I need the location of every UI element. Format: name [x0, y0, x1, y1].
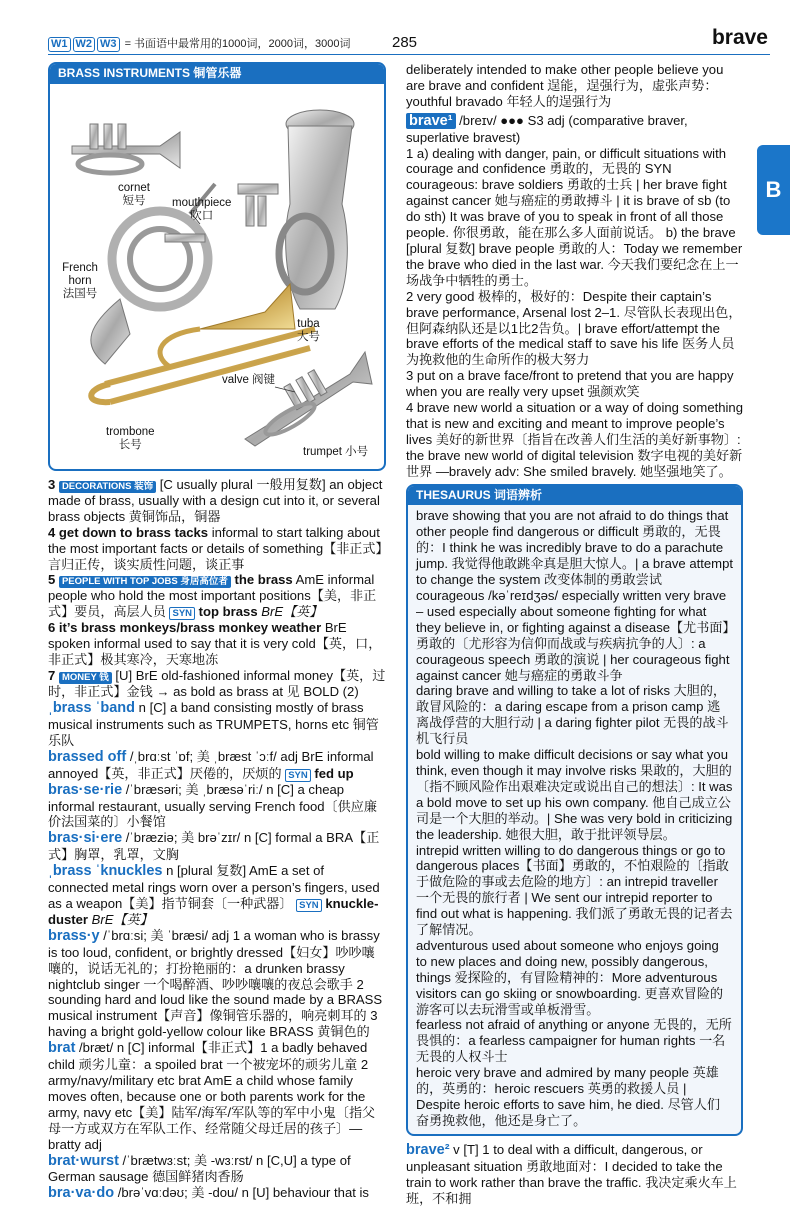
label-trumpet: trumpet 小号	[303, 445, 369, 458]
label-valve: valve 阀键	[222, 373, 276, 386]
w1-badge: W1	[48, 37, 71, 52]
illustration-title: BRASS INSTRUMENTS 铜管乐器	[50, 64, 384, 84]
entry-brassiere: bras·si·ere /ˈbræziə; 美 brəˈzɪr/ n [C] formal a BRA【正式】胸罩，乳罩，文胸	[48, 830, 380, 863]
thesaurus-bold: bold willing to make difficult decisions or say what you think, even though it may involve risks 果敢的，大胆的〔指不顾风险作出艰难决定或说出自己的想法〕: It was a bold move to set up his own company. 他自己成立公司是一个大胆的举动。| She was very bold in criticizing the leadership. 她很大胆，敢于批评领导层。	[416, 747, 733, 842]
headword[interactable]: brassed off	[48, 748, 127, 765]
thesaurus-brave: brave showing that you are not afraid to do things that other people find dangerous or difficult 勇敢的，无畏的：I think he was incredibly brave to do a parachute jump. 我觉得他敢跳伞真是胆大惊人。| a brave attempt to change the system 改变体制的勇敢尝试	[416, 508, 733, 588]
cornet-icon	[72, 124, 180, 173]
thumb-index-tab[interactable]: B	[757, 145, 790, 235]
sense-7: 7 MONEY 钱 [U] BrE old-fashioned informal money【英，过时，非正式】金钱 → as bold as brass at 见 BOLD (2)	[48, 668, 386, 700]
syn-badge: SYN	[296, 899, 322, 912]
trombone-icon	[91, 284, 315, 402]
entry-brave-verb: brave² v [T] 1 to deal with a difficult, dangerous, or unpleasant situation 勇敢地面对：I decided to take the train to work rather than brave the traffic. 我决定乘火车上班，不和拥	[406, 1141, 737, 1206]
guide-word: brave	[711, 26, 768, 49]
entry-brassed-off: brassed off /ˌbrɑːst ˈɒf; 美 ˌbræst ˈɔːf/ adj BrE informal annoyed【英，非正式】厌倦的，厌烦的 SYN fed up	[48, 748, 374, 781]
thesaurus-heroic: heroic very brave and admired by many people 英雄的，英勇的：heroic rescuers 英勇的救援人员 | Despite heroic efforts to save him, he died. 尽管人们奋勇挽救他，他还是身亡了。	[416, 1065, 720, 1128]
w2-badge: W2	[73, 37, 96, 52]
headword[interactable]: bras·si·ere	[48, 830, 123, 847]
left-column	[48, 62, 386, 1202]
headword[interactable]: bras·se·rie	[48, 781, 123, 798]
sense-tag: PEOPLE WITH TOP JOBS 身居高位者	[59, 576, 231, 588]
thesaurus-box	[406, 484, 743, 1136]
headword[interactable]: ˌbrass ˈband	[48, 699, 136, 716]
page-header	[0, 0, 790, 50]
syn-badge: SYN	[285, 769, 311, 782]
syn-badge: SYN	[169, 607, 195, 620]
instrument-illustration	[50, 84, 384, 469]
brave-sense-1: 1 a) dealing with danger, pain, or difficult situations with courage and confidence 勇敢的，无畏的 SYN courageous: brave soldiers 勇敢的士兵 | her brave fight against cancer 她与癌症的勇敢搏斗 | it is brave of sb (to do sth) It was brave of you to speak in front of all those people. 你很勇敢，能在那么多人面前说话。 b) the brave [plural 复数] brave people 勇敢的人：Today we remember the brave who died in the last war. 今天我们要纪念在上一场战争中牺牲的勇士。	[406, 145, 743, 288]
entry-brasserie: bras·se·rie /ˈbræsəri; 美 ˌbræsəˈriː/ n [C] a cheap informal restaurant, usually serving French food〔供应廉价法国菜的〕小餐馆	[48, 781, 377, 830]
headword[interactable]: brat·wurst	[48, 1152, 119, 1169]
page-number: 285	[392, 34, 418, 51]
entry-brass-knuckles: ˌbrass ˈknuckles n [plural 复数] AmE a set of connected metal rings worn over a person’s fingers, used as a weapon【美】指节铜套〔一种武器〕 SYN knuckle-duster BrE【英】	[48, 863, 380, 927]
sense-6: 6 it’s brass monkeys/brass monkey weather BrE spoken informal used to say that it is very cold【英，口，非正式】极其寒冷，天寒地冻	[48, 620, 382, 668]
sense-tag: MONEY 钱	[59, 672, 112, 684]
label-cornet: cornet 短号	[118, 181, 150, 207]
headword[interactable]: brass·y	[48, 927, 100, 944]
frequency-note	[48, 37, 350, 53]
brave-sense-3: 3 put on a brave face/front to pretend that you are happy when you are really very upset 强颜欢笑	[406, 368, 734, 400]
trumpet-icon	[245, 352, 372, 446]
w3-badge: W3	[97, 37, 120, 52]
label-mouthpiece: mouthpiece 吹口	[172, 196, 232, 222]
label-french-horn: French horn 法国号	[62, 261, 98, 300]
entry-bravado: bra·va·do /brəˈvɑːdəʊ; 美 -dou/ n [U] behaviour that is	[48, 1185, 369, 1202]
header-rule	[48, 54, 770, 55]
sense-5: 5 PEOPLE WITH TOP JOBS 身居高位者 the brass AmE informal people who hold the most important positions【美，非正式】要员，高层人员 SYN top brass BrE【英】	[48, 572, 377, 620]
thesaurus-fearless: fearless not afraid of anything or anyone 无畏的，无所畏惧的：a fearless campaigner for human rights 一名无畏的人权斗士	[416, 1017, 732, 1065]
thesaurus-title: THESAURUS 词语辨析	[408, 486, 741, 506]
bravado-continuation: deliberately intended to make other people believe you are brave and confident 逞能，逞强行为，虚张声势：youthful bravado 年轻人的逞强行为	[406, 62, 724, 109]
entry-brassy: brass·y /ˈbrɑːsi; 美 ˈbræsi/ adj 1 a woman who is brassy is too loud, confident, or brightly dressed【妇女】吵吵嚷嚷的，说话无礼的；打扮艳丽的：a drunken brassy nightclub singer 一个喝醉酒、吵吵嚷嚷的夜总会歌手 2 sounding hard and loud like the sound made by a BRASS musical instrument【声音】像铜管乐器的，响亮刺耳的 3 having a bright gold-yellow colour like BRASS 黄铜色的	[48, 927, 383, 1040]
entry-brave-adj: brave¹ /breɪv/ ●●● S3 adj (comparative braver, superlative bravest)	[406, 112, 688, 145]
left-entries	[48, 477, 386, 1202]
illustration-box	[48, 62, 386, 471]
label-tuba: tuba 大号	[297, 317, 320, 343]
tuba-icon	[238, 110, 354, 309]
headword[interactable]: brave¹	[406, 113, 456, 129]
frequency-note-text: = 书面语中最常用的1000词，2000词，3000词	[124, 38, 351, 50]
thesaurus-adventurous: adventurous used about someone who enjoys going to new places and doing new, possibly dangerous, things 爱探险的，有冒险精神的：More adventurous visitors can go skiing or snowboarding. 更喜欢冒险的游客可以去玩滑雪或单板滑雪。	[416, 937, 724, 1017]
entry-brass-band: ˌbrass ˈband n [C] a band consisting mostly of brass musical instruments such as TRUMPETS, horns etc 铜管乐队	[48, 699, 379, 748]
thesaurus-body	[408, 505, 741, 1133]
headword[interactable]: bra·va·do	[48, 1185, 115, 1202]
headword[interactable]: brave²	[406, 1141, 450, 1158]
brave-sense-4: 4 brave new world a situation or a way of doing something that is new and exciting and meant to improve people’s lives 美好的新世界〔指旨在改善人们生活的美好新事物〕: the brave new world of digital television 数字电视的美好新世界 —bravely adv: She smiled bravely. 她坚强地笑了。	[406, 400, 743, 479]
thesaurus-daring: daring brave and willing to take a lot of risks 大胆的，敢冒风险的：a daring escape from a prison camp 逃离战俘营的大胆行动 | a daring fighter pilot 无畏的战斗机飞行员	[416, 683, 729, 747]
headword[interactable]: brat	[48, 1040, 76, 1057]
sense-4: 4 get down to brass tacks informal to start talking about the most important facts or details of something【非正式】言归正传，谈实质性问题，谈正事	[48, 524, 383, 572]
thesaurus-courageous: courageous /kəˈreɪdʒəs/ especially written very brave – used especially about someone fighting for what they believe in, or fighting against a disease【尤书面】勇敢的〔尤形容为信仰而战或与疾病抗争的人〕: a courageous speech 勇敢的演说 | her courageous fight against cancer 她与癌症的勇敢斗争	[416, 588, 730, 683]
right-column	[406, 62, 743, 1206]
entry-brat: brat /bræt/ n [C] informal【非正式】1 a badly behaved child 顽劣儿童：a spoiled brat 一个被宠坏的顽劣儿童 2 army/navy/military etc brat AmE a child whose family moves often, because one or both parents work for the army, navy etc【美】陆军/海军/军队等的军中小鬼〔指父母一方或双方在军队工作、经常随父母迁居的孩子〕—bratty adj	[48, 1040, 376, 1152]
thesaurus-intrepid: intrepid written willing to do dangerous things or go to dangerous places【书面】勇敢的，不怕艰险的〔指敢于做危险的事或去危险的地方〕: an intrepid traveller 一个无畏的旅行者 | We sent our intrepid reporter to find out what is happening. 我们派了勇敢无畏的记者去了解情况。	[416, 842, 733, 938]
sense-tag: DECORATIONS 装饰	[59, 481, 156, 493]
headword[interactable]: ˌbrass ˈknuckles	[48, 863, 163, 880]
label-trombone: trombone 长号	[106, 425, 155, 451]
sense-3: 3 DECORATIONS 装饰 [C usually plural 一般用复数] an object made of brass, usually with a design cut into it, or several brass objects 黄铜饰品，铜器	[48, 476, 383, 524]
entry-bratwurst: brat·wurst /ˈbrætwɜːst; 美 -wɜːrst/ n [C,U] a type of German sausage 德国鲜猪肉香肠	[48, 1152, 351, 1185]
brave-sense-2: 2 very good 极棒的，极好的：Despite their captain’s brave performance, Arsenal lost 2–1. 尽管队长表现出色，但阿森纳队还是以1比2告负。| brave effort/attempt the brave efforts of the medical staff to save his life 医务人员为挽救他的生命所作的极大努力	[406, 288, 742, 368]
